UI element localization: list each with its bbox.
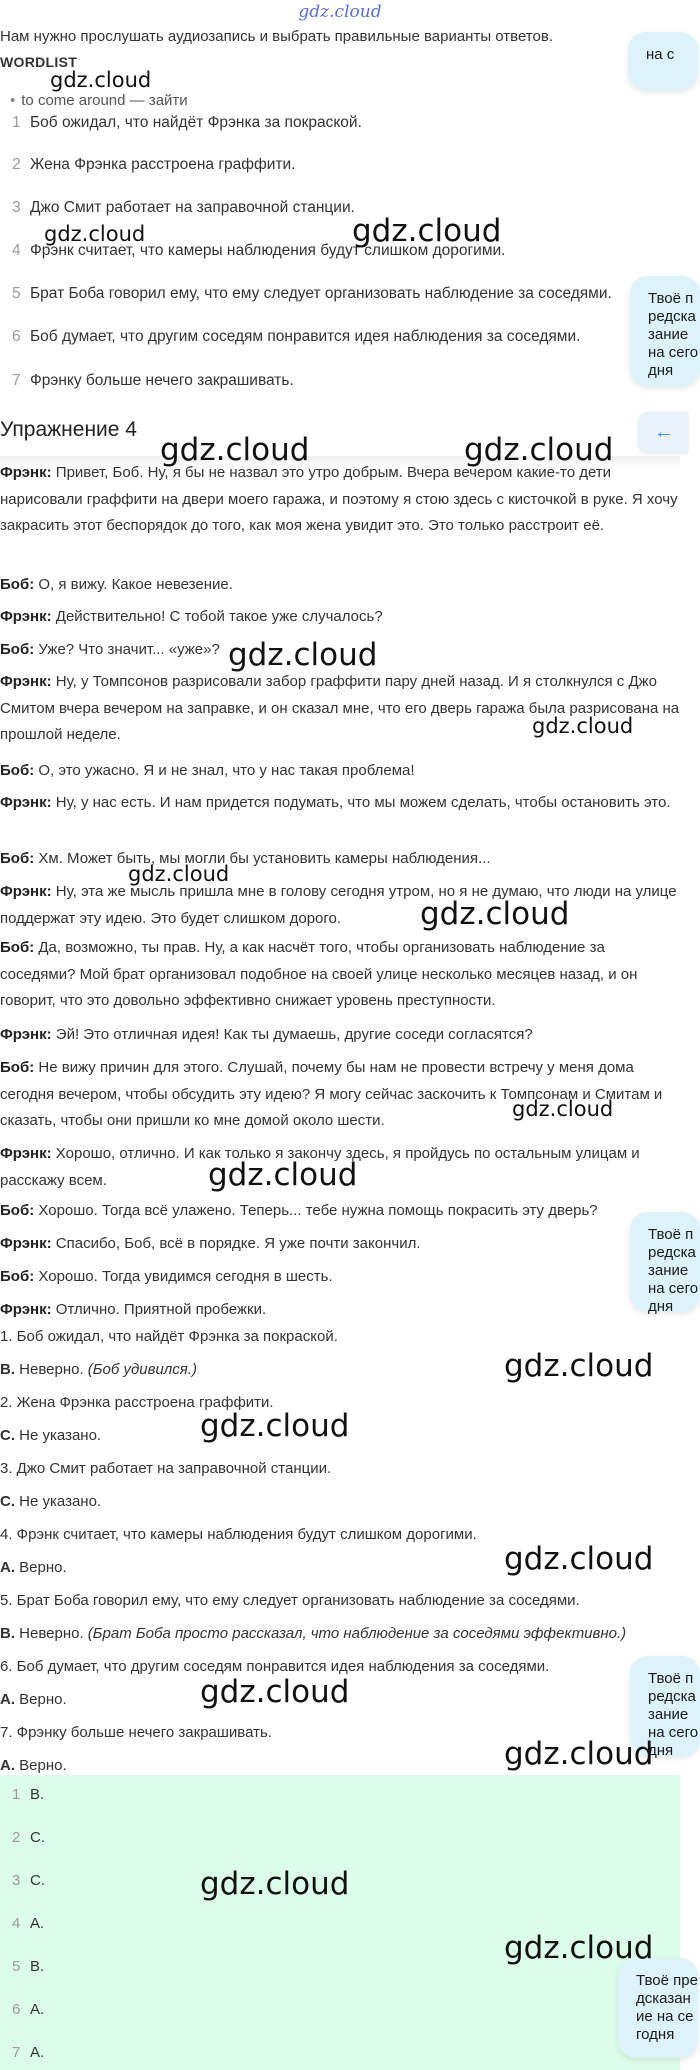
watermark: gdz.cloud (160, 432, 310, 468)
answer-value: A. (30, 2044, 45, 2061)
watermark: gdz.cloud (512, 1097, 614, 1121)
watermark: gdz.cloud (208, 1157, 358, 1193)
answer-number: 4 (12, 1915, 21, 1932)
answer-value: C. (30, 1829, 45, 1846)
answer-verdict: Неверно. (15, 1361, 84, 1378)
statement-item (0, 285, 612, 303)
wordlist-item: • to come around — зайти (10, 92, 188, 109)
promo-text: Твоё предсказание на сегодня (636, 1972, 698, 2043)
watermark: gdz.cloud (200, 1674, 350, 1710)
explanation-question: 4. Фрэнк считает, что камеры наблюдения будут слишком дорогими. (0, 1526, 477, 1543)
answer-number: 5 (12, 1958, 21, 1975)
answer-value: C. (30, 1872, 45, 1889)
statement-number: 5 (12, 285, 21, 302)
answer-row (0, 1786, 44, 1803)
explanation-answer (0, 1691, 67, 1708)
dialogue-text: Да, возможно, ты прав. Ну, а как насчёт того, чтобы организовать наблюдение за соседями? Мой брат организовал подобное на своей улице несколько месяцев назад, и он говорит, что это довольно эффективно снижает уровень преступности. (0, 939, 638, 1009)
answer-letter: B. (0, 1361, 15, 1378)
dialogue-text: Эй! Это отличная идея! Как ты думаешь, другие соседи согласятся? (51, 1026, 533, 1043)
dialogue-text: Не вижу причин для этого. Слушай, почему бы нам не провести встречу у меня дома сегодня вечером, чтобы обсудить эту идею? Я могу сейчас заскочить к Томпсонам и Смитам и сказать, чтобы они пришли ко мне домой около шести. (0, 1059, 663, 1129)
speaker-name: Боб: (0, 1059, 35, 1076)
promo-bubble[interactable] (630, 1212, 700, 1315)
explanation-question: 3. Джо Смит работает на заправочной станции. (0, 1460, 332, 1477)
statement-item (0, 372, 294, 390)
statement-text: Жена Фрэнка расстроена граффити. (30, 156, 296, 173)
statement-number: 2 (12, 156, 21, 173)
answer-row (0, 1915, 44, 1932)
dialogue-line (0, 790, 680, 817)
site-logo[interactable]: gdz.cloud (298, 2, 382, 22)
statement-number: 7 (12, 372, 21, 389)
answer-letter: A. (0, 1691, 15, 1708)
dialogue-line (0, 1198, 680, 1225)
dialogue-text: О, это ужасно. Я и не знал, что у нас такая проблема! (34, 762, 415, 779)
speaker-name: Боб: (0, 850, 35, 867)
speaker-name: Фрэнк: (0, 608, 52, 625)
answer-verdict: Верно. (15, 1757, 67, 1774)
dialogue-text: Хорошо, отлично. И как только я закончу здесь, я пройдусь по остальным улицам и расскажу всем. (0, 1145, 640, 1189)
speaker-name: Фрэнк: (0, 883, 52, 900)
statement-item (0, 328, 580, 346)
speaker-name: Боб: (0, 1202, 35, 1219)
answer-row (0, 1872, 45, 1889)
bullet-icon: • (10, 92, 16, 109)
watermark: gdz.cloud (504, 1736, 654, 1772)
watermark: gdz.cloud (352, 213, 502, 249)
explanation-answer (0, 1625, 626, 1642)
explanation-question: 1. Боб ожидал, что найдёт Фрэнка за покраской. (0, 1328, 338, 1345)
watermark: gdz.cloud (128, 862, 230, 886)
watermark: gdz.cloud (228, 637, 378, 673)
answer-number: 7 (12, 2044, 21, 2061)
speaker-name: Фрэнк: (0, 1026, 52, 1043)
watermark: gdz.cloud (44, 222, 146, 246)
statement-number: 1 (12, 114, 21, 131)
speaker-name: Боб: (0, 576, 35, 593)
answer-note: (Брат Боба просто рассказал, что наблюдение за соседями эффективно.) (83, 1625, 627, 1642)
wordlist-title: WORDLIST (0, 54, 78, 70)
watermark: gdz.cloud (504, 1348, 654, 1384)
answer-number: 2 (12, 1829, 21, 1846)
speaker-name: Боб: (0, 641, 35, 658)
statement-text: Фрэнк считает, что камеры наблюдения будут слишком дорогими. (30, 242, 506, 259)
dialogue-line (0, 1264, 680, 1291)
answer-verdict: Неверно. (15, 1625, 84, 1642)
arrow-left-icon: ← (654, 421, 674, 443)
statement-text: Джо Смит работает на заправочной станции. (30, 199, 355, 216)
exercise-heading: Упражнение 4 (0, 418, 137, 441)
speaker-name: Фрэнк: (0, 464, 52, 481)
statement-item (0, 156, 295, 174)
watermark: gdz.cloud (50, 68, 152, 92)
promo-text: на с (646, 46, 675, 63)
answer-verdict: Верно. (15, 1691, 67, 1708)
dialogue-line (0, 572, 680, 599)
dialogue-text: Ну, у Томпсонов разрисовали забор граффити пару дней назад. И я столкнулся с Джо Смитом вчера вечером на заправке, и он сказал мне, что его дверь гаража была разрисована на прошлой неделе. (0, 673, 680, 743)
dialogue-text: Спасибо, Боб, всё в порядке. Я уже почти закончил. (51, 1235, 421, 1252)
explanation-answer (0, 1427, 101, 1444)
dialogue-line (0, 1231, 680, 1258)
answer-letter: C. (0, 1493, 15, 1510)
dialogue-text: Ну, эта же мысль пришла мне в голову сегодня утром, но я не думаю, что люди на улице поддержат эту идею. Это будет слишком дорого. (0, 883, 677, 927)
answer-verdict: Не указано. (15, 1493, 102, 1510)
dialogue-text: Отлично. Приятной пробежки. (51, 1301, 267, 1318)
explanation-question: 5. Брат Боба говорил ему, что ему следует организовать наблюдение за соседями. (0, 1592, 580, 1609)
answer-verdict: Верно. (15, 1559, 67, 1576)
speaker-name: Фрэнк: (0, 1235, 52, 1252)
answer-value: B. (30, 1786, 45, 1803)
answer-note: (Боб удивился.) (83, 1361, 197, 1378)
answer-row (0, 2001, 44, 2018)
explanation-question: 2. Жена Фрэнка расстроена граффити. (0, 1394, 274, 1411)
answer-row (0, 2044, 44, 2061)
answer-value: A. (30, 2001, 45, 2018)
answer-value: B. (30, 1958, 45, 1975)
answer-verdict: Не указано. (15, 1427, 102, 1444)
answer-letter: C. (0, 1427, 15, 1444)
statement-text: Боб ожидал, что найдёт Фрэнка за покраской. (30, 114, 362, 131)
dialogue-text: О, я вижу. Какое невезение. (34, 576, 233, 593)
watermark: gdz.cloud (200, 1866, 350, 1902)
speaker-name: Фрэнк: (0, 1301, 52, 1318)
watermark: gdz.cloud (200, 1408, 350, 1444)
watermark: gdz.cloud (464, 432, 614, 468)
dialogue-text: Хорошо. Тогда увидимся сегодня в шесть. (34, 1268, 333, 1285)
statement-text: Боб думает, что другим соседям понравится идея наблюдения за соседями. (30, 328, 581, 345)
explanation-question: 7. Фрэнку больше нечего закрашивать. (0, 1724, 272, 1741)
statement-number: 3 (12, 199, 21, 216)
dialogue-line (0, 758, 680, 785)
answer-number: 3 (12, 1872, 21, 1889)
watermark: gdz.cloud (504, 1930, 654, 1966)
dialogue-text: Хорошо. Тогда всё улажено. Теперь... тебе нужна помощь покрасить эту дверь? (34, 1202, 598, 1219)
answer-value: A. (30, 1915, 45, 1932)
answer-number: 6 (12, 2001, 21, 2018)
task-intro: Нам нужно прослушать аудиозапись и выбрать правильные варианты ответов. (0, 28, 553, 45)
speaker-name: Фрэнк: (0, 673, 52, 690)
watermark: gdz.cloud (420, 896, 570, 932)
dialogue-text: Уже? Что значит... «уже»? (34, 641, 220, 658)
explanation-question: 6. Боб думает, что другим соседям понравится идея наблюдения за соседями. (0, 1658, 550, 1675)
dialogue-text: Ну, у нас есть. И нам придется подумать, что мы можем сделать, чтобы остановить это. (51, 794, 671, 811)
answer-letter: A. (0, 1757, 15, 1774)
speaker-name: Боб: (0, 939, 35, 956)
dialogue-text: Действительно! С тобой такое уже случалось? (51, 608, 383, 625)
promo-bubble[interactable] (628, 32, 698, 90)
watermark: gdz.cloud (532, 714, 634, 738)
promo-bubble[interactable] (618, 1958, 698, 2058)
promo-text: Твоё предсказание на сегодня (648, 1226, 699, 1315)
promo-text: Твоё предсказание на сегодня (648, 290, 699, 379)
dialogue-line (0, 846, 680, 873)
answer-number: 1 (12, 1786, 21, 1803)
dialogue-line (0, 1055, 680, 1135)
back-button[interactable] (638, 412, 688, 452)
watermark: gdz.cloud (504, 1541, 654, 1577)
promo-bubble[interactable] (630, 276, 700, 386)
speaker-name: Боб: (0, 762, 35, 779)
statement-text: Брат Боба говорил ему, что ему следует организовать наблюдение за соседями. (30, 285, 612, 302)
statement-item (0, 114, 362, 132)
speaker-name: Боб: (0, 1268, 35, 1285)
speaker-name: Фрэнк: (0, 794, 52, 811)
explanation-answer (0, 1559, 67, 1576)
statement-text: Фрэнку больше нечего закрашивать. (30, 372, 294, 389)
dialogue-line (0, 460, 680, 540)
dialogue-line (0, 604, 680, 631)
answer-row (0, 1829, 45, 1846)
promo-text: Твоё предсказание на сегодня (648, 1670, 699, 1759)
dialogue-text: Хм. Может быть, мы могли бы установить камеры наблюдения... (34, 850, 491, 867)
statement-item (0, 199, 355, 217)
dialogue-line (0, 1297, 680, 1324)
statement-number: 4 (12, 242, 21, 259)
dialogue-line (0, 1022, 680, 1049)
answers-block (0, 1775, 680, 2070)
answer-letter: B. (0, 1625, 15, 1642)
dialogue-line (0, 935, 680, 1015)
explanation-answer (0, 1361, 197, 1378)
dialogue-text: Привет, Боб. Ну, я бы не назвал это утро добрым. Вчера вечером какие-то дети нарисовали граффити на двери моего гаража, и поэтому я стою здесь с кисточкой в руке. Я хочу закрасить этот беспорядок до того, как моя жена увидит это. Это только расстроит её. (0, 464, 678, 534)
explanation-answer (0, 1493, 101, 1510)
dialogue-line (0, 879, 680, 932)
speaker-name: Фрэнк: (0, 1145, 52, 1162)
answer-row (0, 1958, 44, 1975)
statement-number: 6 (12, 328, 21, 345)
explanation-answer (0, 1757, 67, 1774)
answer-letter: A. (0, 1559, 15, 1576)
